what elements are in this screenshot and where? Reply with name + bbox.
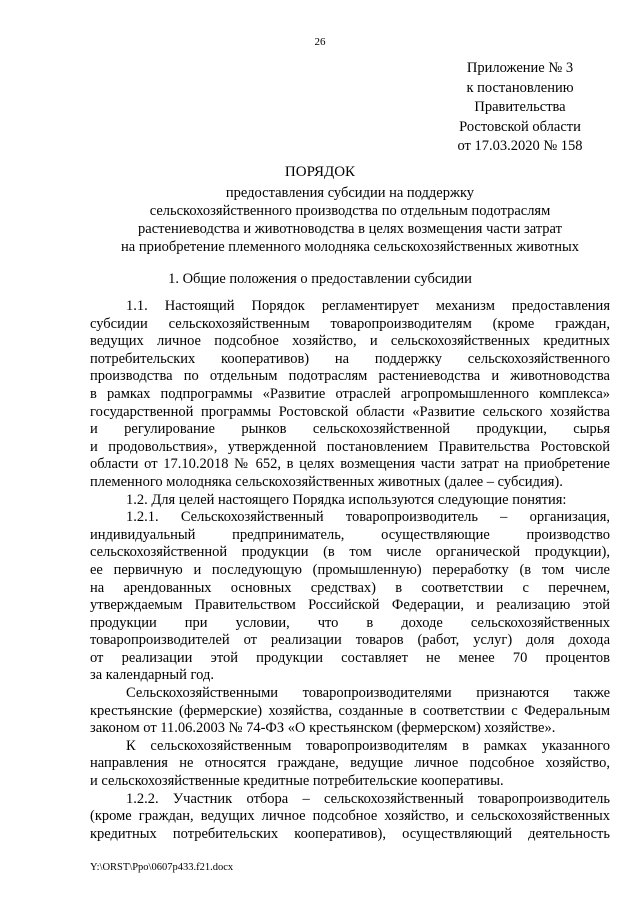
subtitle-line: на приобретение племенного молодняка сельскохозяйственных животных [121,239,579,255]
body-line: в рамках подпрограммы «Развитие отраслей агропромышленного комплекса» [90,385,610,402]
body-line: за календарный год. [90,667,214,684]
body-line: К сельскохозяйственным товаропроизводителям в рамках указанного [126,737,610,754]
subtitle-line: предоставления субсидии на поддержку [225,185,475,201]
body-line: 1.2.2. Участник отбора – сельскохозяйственный товаропроизводитель [126,790,610,807]
body-line: 1.1. Настоящий Порядок регламентирует механизм предоставления [126,298,610,314]
body-line: государственной программы Ростовской области «Развитие сельского хозяйства [90,403,610,420]
body-line: и сельскохозяйственные кредитные потребительские кооперативы. [90,773,504,790]
body-line: товаропроизводителей от реализации товаров (работ, услуг) доля дохода [90,632,610,649]
appendix-line: от 17.03.2020 № 158 [457,138,583,154]
body-line: племенного молодняка сельскохозяйственных животных (далее – субсидия). [90,473,563,490]
body-line: производства по отдельным подотраслям растениеводства и животноводства [90,368,610,385]
body-line: продукции при условии, что в доходе сельскохозяйственных [90,614,610,631]
body-line: потребительских кооперативов) на поддержку сельскохозяйственного [90,350,610,367]
subtitle-line: сельскохозяйственного производства по отдельным подотраслям [149,203,551,219]
body-line: на арендованных основных средствах) в соответствии с перечнем, [90,579,610,596]
appendix-line: Ростовской области [459,118,581,135]
body-line: кредитных потребительских кооперативов), осуществляющий деятельность [90,825,610,842]
body-line: крестьянские (фермерские) хозяйства, созданные в соответствии с Федеральным [90,702,610,719]
body-line: ведущих личное подсобное хозяйство, и сельскохозяйственных кредитных [90,333,610,350]
appendix-block [420,59,620,157]
page-number: 26 [314,36,326,48]
body-line: субсидии сельскохозяйственным товаропроизводителям (кроме граждан, [90,315,610,332]
body-text [90,298,610,843]
footer-file-path: Y:\ORST\Ppo\0607p433.f21.docx [90,862,234,873]
appendix-line: к постановлению [466,79,574,96]
body-line: индивидуальный предприниматель, осуществляющие производство [90,526,610,543]
body-line: сельскохозяйственной продукции (в том числе органической продукции), [90,544,610,561]
body-line: от реализации этой продукции составляет не менее 70 процентов [90,649,610,666]
body-line: (кроме граждан, ведущих личное подсобное хозяйство, и сельскохозяйственных [90,808,610,825]
body-line: области от 17.10.2018 № 652, в целях возмещения части затрат на приобретение [90,456,610,473]
body-line: законом от 11.06.2003 № 74-ФЗ «О крестьянском (фермерском) хозяйстве». [90,720,556,737]
appendix-line: Приложение № 3 [466,60,574,76]
body-line: утверждаемым Правительством Российской Федерации, и реализацию этой [90,597,610,614]
body-line: 1.2.1. Сельскохозяйственный товаропроизводитель – организация, [126,509,610,526]
body-line: и продовольствия», утвержденной постановлением Правительства Ростовской [90,438,610,455]
body-line: 1.2. Для целей настоящего Порядка используются следующие понятия: [126,491,567,508]
body-line: и регулирование рынков сельскохозяйственной продукции, сырья [90,421,610,438]
body-line: направления не относятся граждане, ведущие личное подсобное хозяйство, [90,755,610,772]
document-subtitle [60,184,640,256]
body-line: ее первичную и последующую (промышленную) переработку (в том числе [90,561,610,578]
appendix-line: Правительства [474,99,566,115]
body-line: Сельскохозяйственными товаропроизводителями признаются также [126,685,610,702]
subtitle-line: растениеводства и животноводства в целях возмещения части затрат [138,221,562,237]
section-heading: 1. Общие положения о предоставлении субсидии [168,271,472,287]
document-title: ПОРЯДОК [284,164,356,180]
